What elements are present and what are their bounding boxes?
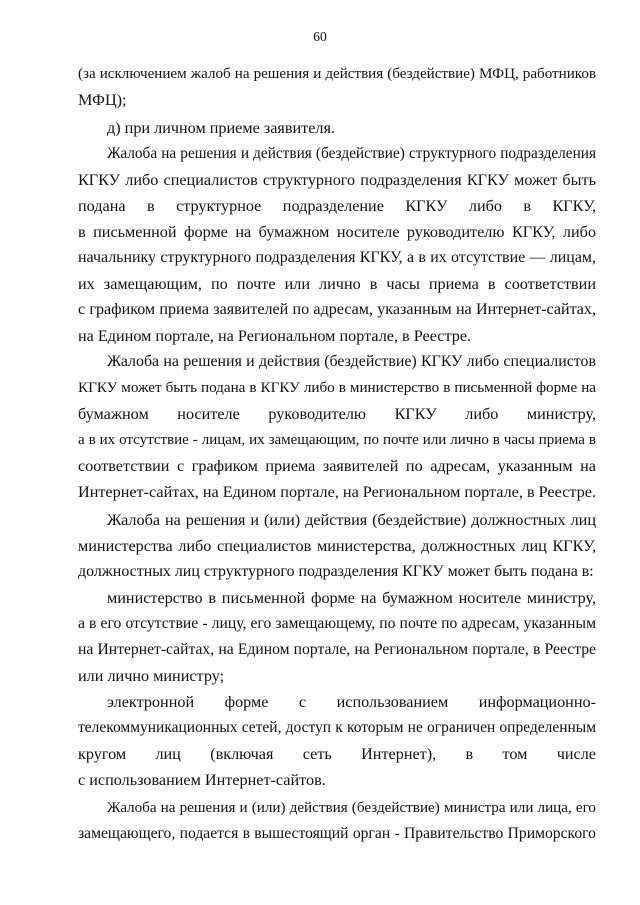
text-line: Интернет-сайтах, на Едином портале, на Региональном портале, в Реестре. (78, 483, 596, 501)
text-line: Жалоба на решения и (или) действия (бездействие) министра или лица, его (107, 799, 596, 816)
text-line: кругом лиц (включая сеть Интернет), в том числе (78, 745, 596, 763)
text-line: Жалоба на решения и действия (бездействие) структурного подразделения (107, 145, 596, 162)
text-line: телекоммуникационных сетей, доступ к которым не ограничен определенным (78, 719, 596, 736)
text-line: Жалоба на решения и (или) действия (бездействие) должностных лиц (107, 511, 596, 529)
text-line: замещающего, подается в вышестоящий орган - Правительство Приморского (78, 825, 596, 842)
text-line: КГКУ либо специалистов структурного подразделения КГКУ может быть (78, 171, 596, 189)
text-line: а в их отсутствие - лицам, их замещающим, по почте или лично в часы приема в (78, 432, 596, 448)
text-line: электронной форме с использованием информационно- (107, 693, 596, 711)
text-line: а в его отсутствие - лицу, его замещающему, по почте по адресам, указанным (78, 615, 596, 632)
text-line: начальнику структурного подразделения КГКУ, а в их отсутствие — лицам, (78, 249, 596, 266)
text-line: подана в структурное подразделение КГКУ либо в КГКУ, (78, 197, 596, 215)
text-line: на Интернет-сайтах, на Едином портале, на Региональном портале, в Реестре (78, 641, 596, 658)
text-line: министерства либо специалистов министерства, должностных лиц КГКУ, (78, 537, 596, 555)
text-line: д) при личном приеме заявителя. (107, 119, 336, 137)
text-line: или лично министру; (78, 667, 225, 685)
text-line: Жалоба на решения и действия (бездействие) КГКУ либо специалистов (107, 353, 596, 370)
text-line: бумажном носителе руководителю КГКУ либо министру, (78, 405, 596, 423)
text-line: КГКУ может быть подана в КГКУ либо в министерство в письменной форме на (78, 380, 596, 396)
text-line: (за исключением жалоб на решения и действия (бездействие) МФЦ, работников (78, 66, 596, 82)
text-line: на Едином портале, на Региональном портале, в Реестре. (78, 327, 472, 345)
text-line: министерство в письменной форме на бумажном носителе министру, (107, 589, 596, 607)
page-number: 60 (313, 29, 327, 44)
text-line: в письменной форме на бумажном носителе руководителю КГКУ, либо (78, 223, 596, 241)
text-line: с графиком приема заявителей по адресам, указанным на Интернет-сайтах, (78, 301, 596, 318)
text-line: должностных лиц структурного подразделения КГКУ может быть подана в: (78, 563, 594, 580)
text-line: соответствии с графиком приема заявителей по адресам, указанным на (78, 457, 596, 475)
text-line: МФЦ); (78, 91, 127, 109)
text-line: их замещающим, по почте или лично в часы приема в соответствии (78, 275, 596, 293)
text-line: с использованием Интернет-сайтов. (78, 771, 326, 789)
